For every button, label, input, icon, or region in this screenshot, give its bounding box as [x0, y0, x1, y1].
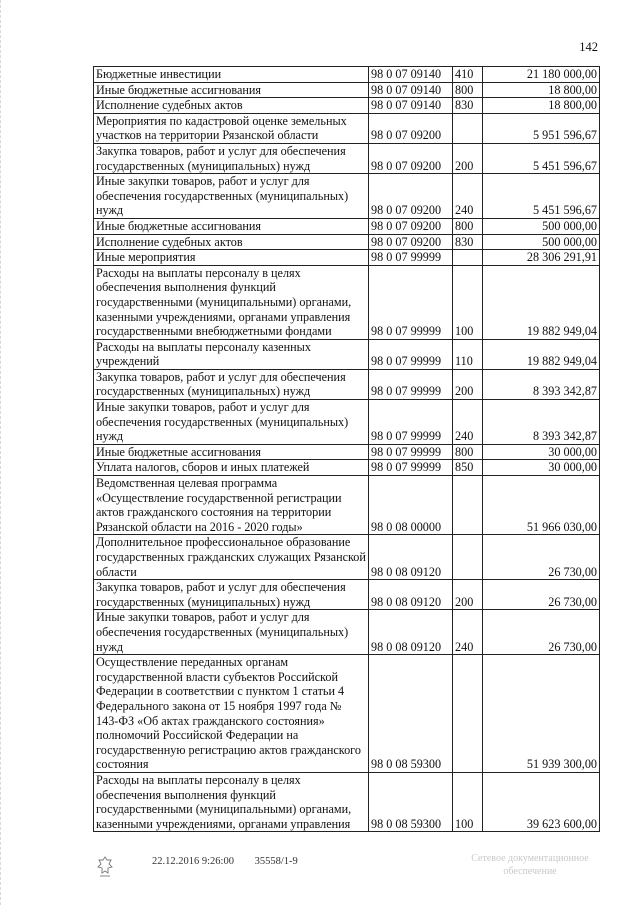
row-name-cell: Мероприятия по кадастровой оценке земельных участков на территории Рязанской области [94, 113, 369, 143]
row-vr-cell: 240 [453, 610, 483, 655]
row-name-cell: Закупка товаров, работ и услуг для обеспечения государственных (муниципальных) нужд [94, 143, 369, 173]
row-code-cell: 98 0 08 00000 [369, 476, 453, 535]
row-code-cell: 98 0 07 99999 [369, 444, 453, 460]
row-name-cell: Осуществление переданных органам государственной власти субъектов Российской Федерации в соответствии с пунктом 1 статьи 4 Федерального закона от 15 ноября 1997 года № 143-ФЗ «Об актах гражданского состояния» полномочий Российской Федерации на государственную регистрацию актов гражданского состояния [94, 655, 369, 773]
row-sum-cell: 19 882 949,04 [483, 265, 600, 339]
scan-edge-artifact [0, 0, 4, 905]
row-name-cell: Иные бюджетные ассигнования [94, 82, 369, 98]
row-name-cell: Закупка товаров, работ и услуг для обеспечения государственных (муниципальных) нужд [94, 369, 369, 399]
footer-datetime: 22.12.2016 9:26:00 [152, 856, 234, 867]
row-vr-cell: 410 [453, 67, 483, 83]
row-sum-cell: 5 451 596,67 [483, 174, 600, 219]
row-sum-cell: 5 951 596,67 [483, 113, 600, 143]
row-vr-cell: 830 [453, 98, 483, 114]
table-row [94, 218, 600, 234]
table-row [94, 174, 600, 219]
row-code-cell: 98 0 07 99999 [369, 265, 453, 339]
row-sum-cell: 18 800,00 [483, 82, 600, 98]
budget-table [93, 66, 600, 832]
row-sum-cell: 26 730,00 [483, 610, 600, 655]
row-name-cell: Иные бюджетные ассигнования [94, 444, 369, 460]
row-sum-cell: 26 730,00 [483, 580, 600, 610]
row-code-cell: 98 0 07 99999 [369, 250, 453, 266]
row-name-cell: Исполнение судебных актов [94, 234, 369, 250]
row-name-cell: Расходы на выплаты персоналу казенных учреждений [94, 339, 369, 369]
emblem-icon [96, 856, 114, 878]
table-row [94, 460, 600, 476]
row-code-cell: 98 0 08 09120 [369, 610, 453, 655]
table-body [94, 67, 600, 832]
row-vr-cell [453, 250, 483, 266]
row-sum-cell: 19 882 949,04 [483, 339, 600, 369]
row-vr-cell: 100 [453, 772, 483, 831]
row-name-cell: Расходы на выплаты персоналу в целях обеспечения выполнения функций государственными (муниципальными) органами, казенными учреждениями, органами управления [94, 772, 369, 831]
row-code-cell: 98 0 07 09200 [369, 174, 453, 219]
row-code-cell: 98 0 08 09120 [369, 580, 453, 610]
row-vr-cell: 110 [453, 339, 483, 369]
table-row [94, 339, 600, 369]
row-name-cell: Иные закупки товаров, работ и услуг для обеспечения государственных (муниципальных) нужд [94, 610, 369, 655]
row-code-cell: 98 0 07 09140 [369, 82, 453, 98]
table-row [94, 67, 600, 83]
row-sum-cell: 28 306 291,91 [483, 250, 600, 266]
row-code-cell: 98 0 07 09200 [369, 113, 453, 143]
row-vr-cell: 200 [453, 369, 483, 399]
page-number: 142 [579, 40, 598, 54]
table-row [94, 250, 600, 266]
footer-stamp [152, 856, 316, 867]
footer-doc-id: 35558/1-9 [254, 856, 298, 867]
row-vr-cell: 800 [453, 444, 483, 460]
row-vr-cell: 200 [453, 143, 483, 173]
table-row [94, 535, 600, 580]
table-row [94, 772, 600, 831]
row-code-cell: 98 0 07 09200 [369, 218, 453, 234]
table-row [94, 265, 600, 339]
row-code-cell: 98 0 07 99999 [369, 460, 453, 476]
row-sum-cell: 21 180 000,00 [483, 67, 600, 83]
row-vr-cell: 800 [453, 82, 483, 98]
row-sum-cell: 39 623 600,00 [483, 772, 600, 831]
row-vr-cell: 240 [453, 400, 483, 445]
row-vr-cell: 100 [453, 265, 483, 339]
row-name-cell: Расходы на выплаты персоналу в целях обеспечения выполнения функций государственными (муниципальными) органами, казенными учреждениями, органами управления государственными внебюджетными фондами [94, 265, 369, 339]
row-name-cell: Иные закупки товаров, работ и услуг для обеспечения государственных (муниципальных) нужд [94, 174, 369, 219]
row-name-cell: Иные закупки товаров, работ и услуг для обеспечения государственных (муниципальных) нужд [94, 400, 369, 445]
row-sum-cell: 500 000,00 [483, 234, 600, 250]
row-vr-cell: 240 [453, 174, 483, 219]
table-row [94, 476, 600, 535]
row-vr-cell [453, 655, 483, 773]
row-vr-cell: 830 [453, 234, 483, 250]
row-sum-cell: 26 730,00 [483, 535, 600, 580]
row-sum-cell: 30 000,00 [483, 460, 600, 476]
row-sum-cell: 8 393 342,87 [483, 369, 600, 399]
row-name-cell: Закупка товаров, работ и услуг для обеспечения государственных (муниципальных) нужд [94, 580, 369, 610]
table-row [94, 444, 600, 460]
row-name-cell: Ведомственная целевая программа «Осуществление государственной регистрации актов гражданского состояния на территории Рязанской области на 2016 - 2020 годы» [94, 476, 369, 535]
row-vr-cell: 850 [453, 460, 483, 476]
row-sum-cell: 51 939 300,00 [483, 655, 600, 773]
row-name-cell: Исполнение судебных актов [94, 98, 369, 114]
table-row [94, 113, 600, 143]
row-name-cell: Бюджетные инвестиции [94, 67, 369, 83]
row-name-cell: Дополнительное профессиональное образование государственных гражданских служащих Рязанской области [94, 535, 369, 580]
row-name-cell: Иные мероприятия [94, 250, 369, 266]
row-vr-cell: 800 [453, 218, 483, 234]
row-sum-cell: 51 966 030,00 [483, 476, 600, 535]
table-row [94, 143, 600, 173]
row-sum-cell: 5 451 596,67 [483, 143, 600, 173]
row-name-cell: Уплата налогов, сборов и иных платежей [94, 460, 369, 476]
row-code-cell: 98 0 08 59300 [369, 655, 453, 773]
table-row [94, 400, 600, 445]
row-code-cell: 98 0 07 99999 [369, 339, 453, 369]
row-code-cell: 98 0 07 09200 [369, 143, 453, 173]
row-code-cell: 98 0 07 99999 [369, 400, 453, 445]
row-vr-cell [453, 535, 483, 580]
row-sum-cell: 8 393 342,87 [483, 400, 600, 445]
row-code-cell: 98 0 07 09200 [369, 234, 453, 250]
row-code-cell: 98 0 07 09140 [369, 67, 453, 83]
table-row [94, 610, 600, 655]
table-row [94, 655, 600, 773]
row-code-cell: 98 0 08 09120 [369, 535, 453, 580]
row-code-cell: 98 0 08 59300 [369, 772, 453, 831]
row-vr-cell: 200 [453, 580, 483, 610]
table-row [94, 234, 600, 250]
table-row [94, 98, 600, 114]
row-vr-cell [453, 476, 483, 535]
row-sum-cell: 18 800,00 [483, 98, 600, 114]
watermark-text: Сетевое документационное обеспечение [471, 853, 589, 877]
row-sum-cell: 30 000,00 [483, 444, 600, 460]
row-sum-cell: 500 000,00 [483, 218, 600, 234]
table-row [94, 580, 600, 610]
row-vr-cell [453, 113, 483, 143]
row-code-cell: 98 0 07 99999 [369, 369, 453, 399]
table-row [94, 82, 600, 98]
row-code-cell: 98 0 07 09140 [369, 98, 453, 114]
row-name-cell: Иные бюджетные ассигнования [94, 218, 369, 234]
table-row [94, 369, 600, 399]
